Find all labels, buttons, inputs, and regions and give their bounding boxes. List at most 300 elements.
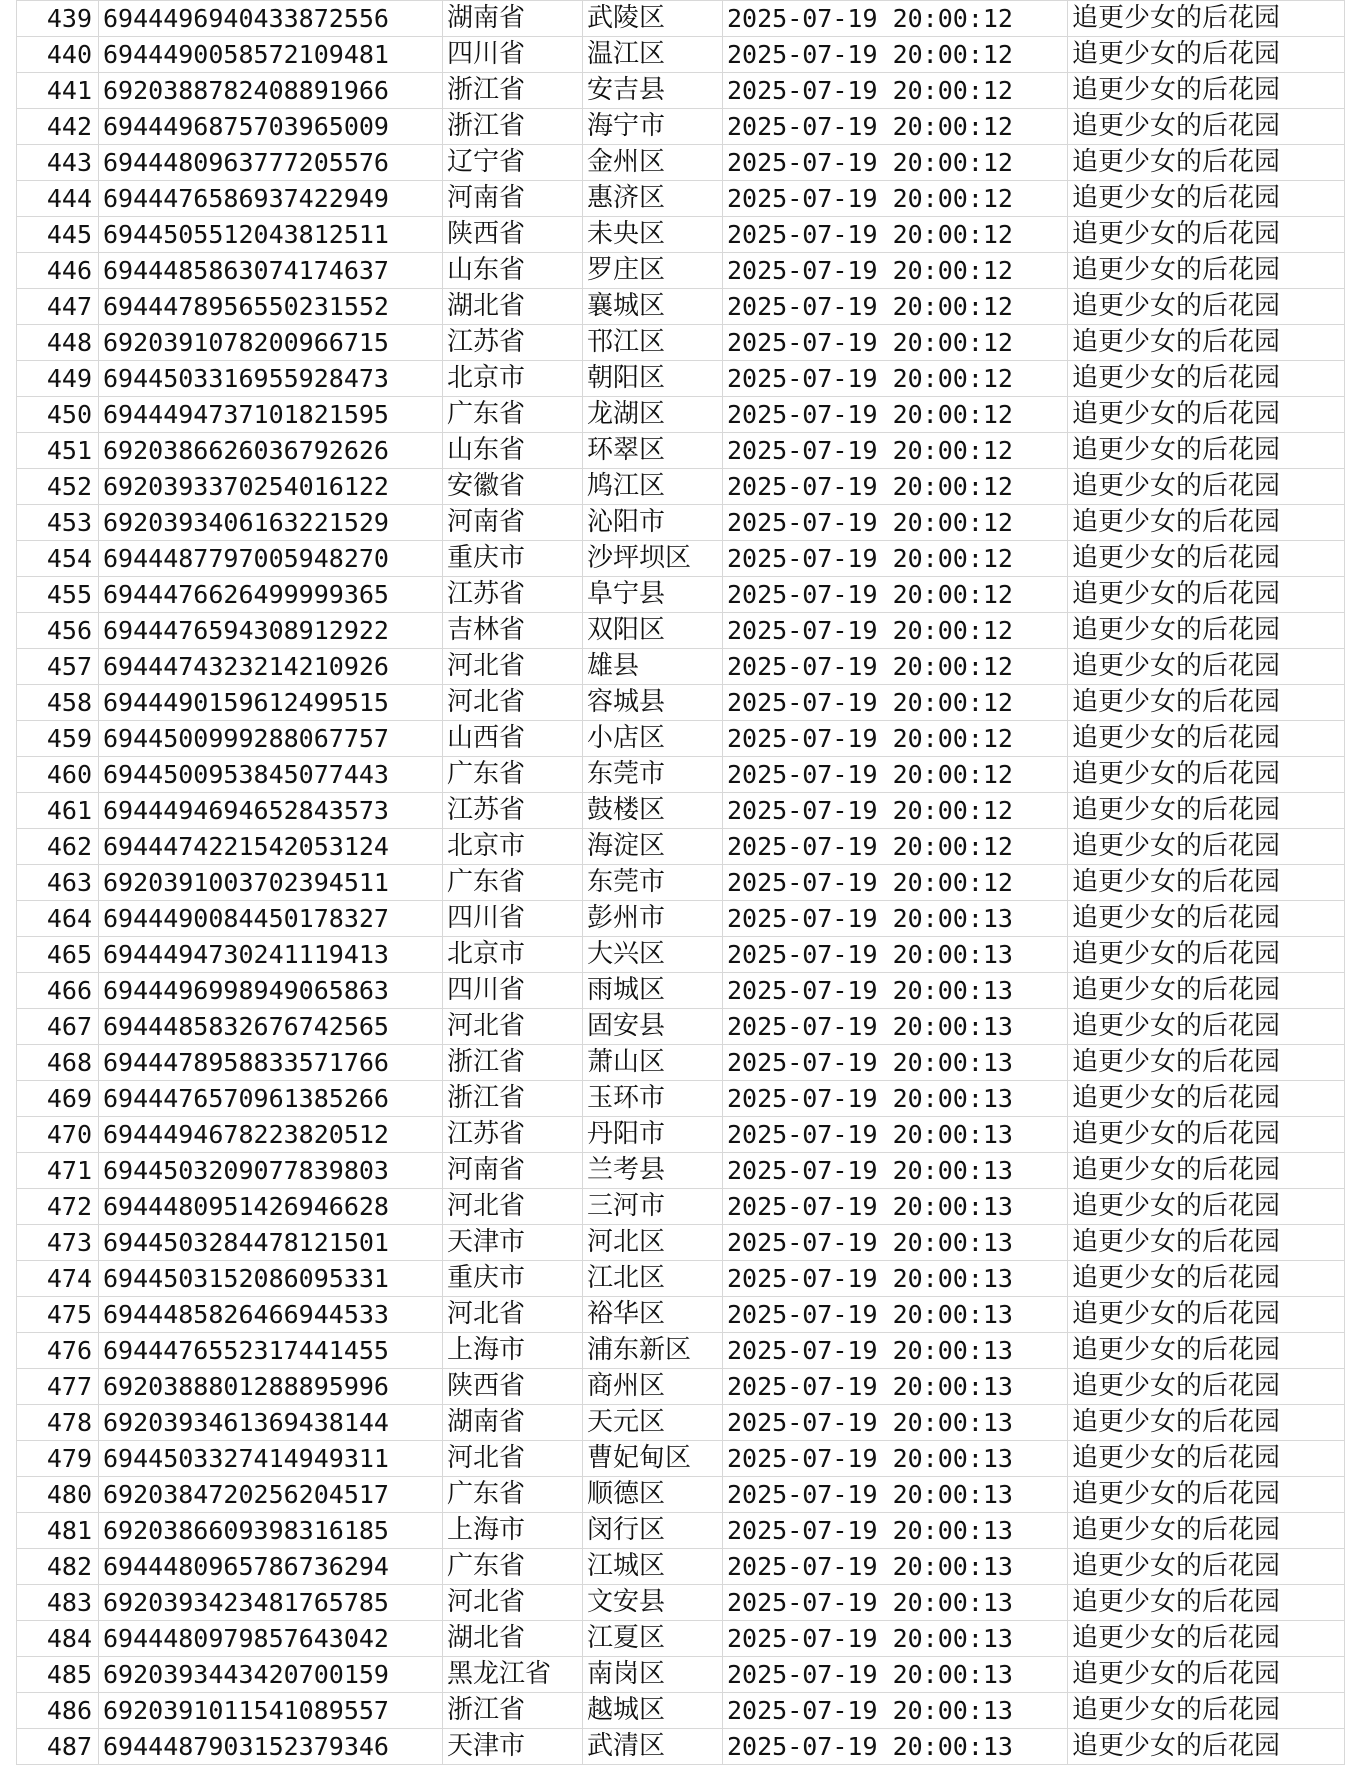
province-cell[interactable]: 江苏省: [443, 1117, 583, 1153]
row-number-cell[interactable]: 461: [17, 793, 99, 829]
shop-name-cell[interactable]: 追更少女的后花园: [1068, 757, 1345, 793]
row-number-cell[interactable]: 482: [17, 1549, 99, 1585]
shop-name-cell[interactable]: 追更少女的后花园: [1068, 577, 1345, 613]
district-cell[interactable]: 海宁市: [583, 109, 723, 145]
order-id-cell[interactable]: 6944485832676742565: [99, 1009, 443, 1045]
timestamp-cell[interactable]: 2025-07-19 20:00:12: [723, 865, 1068, 901]
province-cell[interactable]: 陕西省: [443, 1369, 583, 1405]
district-cell[interactable]: 容城县: [583, 685, 723, 721]
order-id-cell[interactable]: 6944474221542053124: [99, 829, 443, 865]
row-number-cell[interactable]: 477: [17, 1369, 99, 1405]
shop-name-cell[interactable]: 追更少女的后花园: [1068, 793, 1345, 829]
province-cell[interactable]: 黑龙江省: [443, 1657, 583, 1693]
row-number-cell[interactable]: 445: [17, 217, 99, 253]
row-number-cell[interactable]: 487: [17, 1729, 99, 1765]
province-cell[interactable]: 北京市: [443, 937, 583, 973]
timestamp-cell[interactable]: 2025-07-19 20:00:12: [723, 289, 1068, 325]
order-id-cell[interactable]: 6944496998949065863: [99, 973, 443, 1009]
row-number-cell[interactable]: 454: [17, 541, 99, 577]
district-cell[interactable]: 襄城区: [583, 289, 723, 325]
shop-name-cell[interactable]: 追更少女的后花园: [1068, 73, 1345, 109]
timestamp-cell[interactable]: 2025-07-19 20:00:13: [723, 1441, 1068, 1477]
district-cell[interactable]: 龙湖区: [583, 397, 723, 433]
order-id-cell[interactable]: 6944494737101821595: [99, 397, 443, 433]
shop-name-cell[interactable]: 追更少女的后花园: [1068, 1333, 1345, 1369]
row-number-cell[interactable]: 466: [17, 973, 99, 1009]
row-number-cell[interactable]: 439: [17, 1, 99, 37]
row-number-cell[interactable]: 455: [17, 577, 99, 613]
timestamp-cell[interactable]: 2025-07-19 20:00:13: [723, 1693, 1068, 1729]
order-id-cell[interactable]: 6944480951426946628: [99, 1189, 443, 1225]
province-cell[interactable]: 上海市: [443, 1333, 583, 1369]
shop-name-cell[interactable]: 追更少女的后花园: [1068, 865, 1345, 901]
timestamp-cell[interactable]: 2025-07-19 20:00:12: [723, 541, 1068, 577]
district-cell[interactable]: 朝阳区: [583, 361, 723, 397]
district-cell[interactable]: 罗庄区: [583, 253, 723, 289]
shop-name-cell[interactable]: 追更少女的后花园: [1068, 1693, 1345, 1729]
order-id-cell[interactable]: 6920393370254016122: [99, 469, 443, 505]
shop-name-cell[interactable]: 追更少女的后花园: [1068, 1081, 1345, 1117]
district-cell[interactable]: 江夏区: [583, 1621, 723, 1657]
district-cell[interactable]: 彭州市: [583, 901, 723, 937]
row-number-cell[interactable]: 453: [17, 505, 99, 541]
shop-name-cell[interactable]: 追更少女的后花园: [1068, 1585, 1345, 1621]
order-id-cell[interactable]: 6944500999288067757: [99, 721, 443, 757]
province-cell[interactable]: 浙江省: [443, 1081, 583, 1117]
row-number-cell[interactable]: 451: [17, 433, 99, 469]
shop-name-cell[interactable]: 追更少女的后花园: [1068, 1657, 1345, 1693]
timestamp-cell[interactable]: 2025-07-19 20:00:13: [723, 1477, 1068, 1513]
row-number-cell[interactable]: 475: [17, 1297, 99, 1333]
timestamp-cell[interactable]: 2025-07-19 20:00:13: [723, 937, 1068, 973]
order-id-cell[interactable]: 6944480963777205576: [99, 145, 443, 181]
order-id-cell[interactable]: 6920393423481765785: [99, 1585, 443, 1621]
order-id-cell[interactable]: 6944503327414949311: [99, 1441, 443, 1477]
province-cell[interactable]: 湖南省: [443, 1405, 583, 1441]
shop-name-cell[interactable]: 追更少女的后花园: [1068, 1297, 1345, 1333]
order-id-cell[interactable]: 6944503284478121501: [99, 1225, 443, 1261]
timestamp-cell[interactable]: 2025-07-19 20:00:13: [723, 1117, 1068, 1153]
timestamp-cell[interactable]: 2025-07-19 20:00:13: [723, 1297, 1068, 1333]
province-cell[interactable]: 江苏省: [443, 325, 583, 361]
timestamp-cell[interactable]: 2025-07-19 20:00:12: [723, 685, 1068, 721]
row-number-cell[interactable]: 464: [17, 901, 99, 937]
order-id-cell[interactable]: 6920388801288895996: [99, 1369, 443, 1405]
timestamp-cell[interactable]: 2025-07-19 20:00:13: [723, 1585, 1068, 1621]
shop-name-cell[interactable]: 追更少女的后花园: [1068, 1369, 1345, 1405]
district-cell[interactable]: 武清区: [583, 1729, 723, 1765]
shop-name-cell[interactable]: 追更少女的后花园: [1068, 433, 1345, 469]
order-id-cell[interactable]: 6944503316955928473: [99, 361, 443, 397]
district-cell[interactable]: 鼓楼区: [583, 793, 723, 829]
order-id-cell[interactable]: 6944500953845077443: [99, 757, 443, 793]
timestamp-cell[interactable]: 2025-07-19 20:00:12: [723, 181, 1068, 217]
row-number-cell[interactable]: 471: [17, 1153, 99, 1189]
row-number-cell[interactable]: 459: [17, 721, 99, 757]
order-id-cell[interactable]: 6944503152086095331: [99, 1261, 443, 1297]
district-cell[interactable]: 曹妃甸区: [583, 1441, 723, 1477]
row-number-cell[interactable]: 449: [17, 361, 99, 397]
district-cell[interactable]: 温江区: [583, 37, 723, 73]
order-id-cell[interactable]: 6920391078200966715: [99, 325, 443, 361]
shop-name-cell[interactable]: 追更少女的后花园: [1068, 1045, 1345, 1081]
province-cell[interactable]: 四川省: [443, 973, 583, 1009]
timestamp-cell[interactable]: 2025-07-19 20:00:13: [723, 1657, 1068, 1693]
timestamp-cell[interactable]: 2025-07-19 20:00:12: [723, 793, 1068, 829]
province-cell[interactable]: 上海市: [443, 1513, 583, 1549]
row-number-cell[interactable]: 457: [17, 649, 99, 685]
district-cell[interactable]: 惠济区: [583, 181, 723, 217]
order-id-cell[interactable]: 6920393461369438144: [99, 1405, 443, 1441]
province-cell[interactable]: 河北省: [443, 1189, 583, 1225]
timestamp-cell[interactable]: 2025-07-19 20:00:12: [723, 577, 1068, 613]
row-number-cell[interactable]: 448: [17, 325, 99, 361]
row-number-cell[interactable]: 476: [17, 1333, 99, 1369]
order-id-cell[interactable]: 6944505512043812511: [99, 217, 443, 253]
shop-name-cell[interactable]: 追更少女的后花园: [1068, 1189, 1345, 1225]
shop-name-cell[interactable]: 追更少女的后花园: [1068, 613, 1345, 649]
shop-name-cell[interactable]: 追更少女的后花园: [1068, 1, 1345, 37]
district-cell[interactable]: 闵行区: [583, 1513, 723, 1549]
timestamp-cell[interactable]: 2025-07-19 20:00:12: [723, 253, 1068, 289]
order-id-cell[interactable]: 6944485863074174637: [99, 253, 443, 289]
district-cell[interactable]: 玉环市: [583, 1081, 723, 1117]
shop-name-cell[interactable]: 追更少女的后花园: [1068, 217, 1345, 253]
province-cell[interactable]: 北京市: [443, 361, 583, 397]
timestamp-cell[interactable]: 2025-07-19 20:00:12: [723, 649, 1068, 685]
row-number-cell[interactable]: 485: [17, 1657, 99, 1693]
row-number-cell[interactable]: 460: [17, 757, 99, 793]
order-id-cell[interactable]: 6944476594308912922: [99, 613, 443, 649]
district-cell[interactable]: 南岗区: [583, 1657, 723, 1693]
shop-name-cell[interactable]: 追更少女的后花园: [1068, 109, 1345, 145]
timestamp-cell[interactable]: 2025-07-19 20:00:12: [723, 469, 1068, 505]
order-id-cell[interactable]: 6944478958833571766: [99, 1045, 443, 1081]
province-cell[interactable]: 浙江省: [443, 1693, 583, 1729]
district-cell[interactable]: 顺德区: [583, 1477, 723, 1513]
shop-name-cell[interactable]: 追更少女的后花园: [1068, 1405, 1345, 1441]
district-cell[interactable]: 雨城区: [583, 973, 723, 1009]
row-number-cell[interactable]: 463: [17, 865, 99, 901]
province-cell[interactable]: 江苏省: [443, 793, 583, 829]
table-row: [17, 685, 1345, 721]
district-cell[interactable]: 小店区: [583, 721, 723, 757]
province-cell[interactable]: 广东省: [443, 397, 583, 433]
shop-name-cell[interactable]: 追更少女的后花园: [1068, 649, 1345, 685]
district-cell[interactable]: 固安县: [583, 1009, 723, 1045]
row-number-cell[interactable]: 472: [17, 1189, 99, 1225]
row-number-cell[interactable]: 446: [17, 253, 99, 289]
row-number-cell[interactable]: 470: [17, 1117, 99, 1153]
province-cell[interactable]: 山东省: [443, 253, 583, 289]
timestamp-cell[interactable]: 2025-07-19 20:00:12: [723, 1, 1068, 37]
district-cell[interactable]: 商州区: [583, 1369, 723, 1405]
order-id-cell[interactable]: 6944503209077839803: [99, 1153, 443, 1189]
timestamp-cell[interactable]: 2025-07-19 20:00:13: [723, 1621, 1068, 1657]
row-number-cell[interactable]: 481: [17, 1513, 99, 1549]
district-cell[interactable]: 江城区: [583, 1549, 723, 1585]
order-id-cell[interactable]: 6944485826466944533: [99, 1297, 443, 1333]
province-cell[interactable]: 四川省: [443, 901, 583, 937]
province-cell[interactable]: 河北省: [443, 1297, 583, 1333]
province-cell[interactable]: 陕西省: [443, 217, 583, 253]
order-id-cell[interactable]: 6920393406163221529: [99, 505, 443, 541]
shop-name-cell[interactable]: 追更少女的后花园: [1068, 505, 1345, 541]
province-cell[interactable]: 广东省: [443, 865, 583, 901]
district-cell[interactable]: 环翠区: [583, 433, 723, 469]
order-id-cell[interactable]: 6944490058572109481: [99, 37, 443, 73]
province-cell[interactable]: 吉林省: [443, 613, 583, 649]
district-cell[interactable]: 沙坪坝区: [583, 541, 723, 577]
row-number-cell[interactable]: 474: [17, 1261, 99, 1297]
row-number-cell[interactable]: 484: [17, 1621, 99, 1657]
row-number-cell[interactable]: 456: [17, 613, 99, 649]
timestamp-cell[interactable]: 2025-07-19 20:00:13: [723, 973, 1068, 1009]
district-cell[interactable]: 双阳区: [583, 613, 723, 649]
province-cell[interactable]: 广东省: [443, 757, 583, 793]
row-number-cell[interactable]: 469: [17, 1081, 99, 1117]
row-number-cell[interactable]: 458: [17, 685, 99, 721]
shop-name-cell[interactable]: 追更少女的后花园: [1068, 1477, 1345, 1513]
order-id-cell[interactable]: 6944487797005948270: [99, 541, 443, 577]
order-id-cell[interactable]: 6944496940433872556: [99, 1, 443, 37]
shop-name-cell[interactable]: 追更少女的后花园: [1068, 253, 1345, 289]
timestamp-cell[interactable]: 2025-07-19 20:00:13: [723, 1225, 1068, 1261]
province-cell[interactable]: 广东省: [443, 1477, 583, 1513]
row-number-cell[interactable]: 452: [17, 469, 99, 505]
timestamp-cell[interactable]: 2025-07-19 20:00:12: [723, 757, 1068, 793]
province-cell[interactable]: 湖北省: [443, 1621, 583, 1657]
province-cell[interactable]: 河南省: [443, 1153, 583, 1189]
row-number-cell[interactable]: 444: [17, 181, 99, 217]
province-cell[interactable]: 河南省: [443, 181, 583, 217]
row-number-cell[interactable]: 447: [17, 289, 99, 325]
province-cell[interactable]: 江苏省: [443, 577, 583, 613]
order-id-cell[interactable]: 6920386626036792626: [99, 433, 443, 469]
timestamp-cell[interactable]: 2025-07-19 20:00:12: [723, 145, 1068, 181]
order-id-cell[interactable]: 6944476552317441455: [99, 1333, 443, 1369]
shop-name-cell[interactable]: 追更少女的后花园: [1068, 1441, 1345, 1477]
district-cell[interactable]: 裕华区: [583, 1297, 723, 1333]
order-id-cell[interactable]: 6944494730241119413: [99, 937, 443, 973]
district-cell[interactable]: 沁阳市: [583, 505, 723, 541]
shop-name-cell[interactable]: 追更少女的后花园: [1068, 37, 1345, 73]
province-cell[interactable]: 重庆市: [443, 1261, 583, 1297]
province-cell[interactable]: 湖北省: [443, 289, 583, 325]
row-number-cell[interactable]: 450: [17, 397, 99, 433]
shop-name-cell[interactable]: 追更少女的后花园: [1068, 541, 1345, 577]
timestamp-cell[interactable]: 2025-07-19 20:00:12: [723, 829, 1068, 865]
province-cell[interactable]: 河北省: [443, 1585, 583, 1621]
province-cell[interactable]: 湖南省: [443, 1, 583, 37]
shop-name-cell[interactable]: 追更少女的后花园: [1068, 397, 1345, 433]
order-id-cell[interactable]: 6944487903152379346: [99, 1729, 443, 1765]
timestamp-cell[interactable]: 2025-07-19 20:00:12: [723, 361, 1068, 397]
row-number-cell[interactable]: 480: [17, 1477, 99, 1513]
district-cell[interactable]: 文安县: [583, 1585, 723, 1621]
row-number-cell[interactable]: 479: [17, 1441, 99, 1477]
district-cell[interactable]: 未央区: [583, 217, 723, 253]
table-row: [17, 1693, 1345, 1729]
district-cell[interactable]: 安吉县: [583, 73, 723, 109]
timestamp-cell[interactable]: 2025-07-19 20:00:13: [723, 1009, 1068, 1045]
district-cell[interactable]: 天元区: [583, 1405, 723, 1441]
timestamp-cell[interactable]: 2025-07-19 20:00:13: [723, 1081, 1068, 1117]
order-id-cell[interactable]: 6944494694652843573: [99, 793, 443, 829]
shop-name-cell[interactable]: 追更少女的后花园: [1068, 1117, 1345, 1153]
timestamp-cell[interactable]: 2025-07-19 20:00:12: [723, 325, 1068, 361]
order-id-cell[interactable]: 6944494678223820512: [99, 1117, 443, 1153]
timestamp-cell[interactable]: 2025-07-19 20:00:13: [723, 1189, 1068, 1225]
shop-name-cell[interactable]: 追更少女的后花园: [1068, 469, 1345, 505]
timestamp-cell[interactable]: 2025-07-19 20:00:13: [723, 1405, 1068, 1441]
row-number-cell[interactable]: 468: [17, 1045, 99, 1081]
timestamp-cell[interactable]: 2025-07-19 20:00:13: [723, 901, 1068, 937]
order-id-cell[interactable]: 6944490084450178327: [99, 901, 443, 937]
district-cell[interactable]: 雄县: [583, 649, 723, 685]
district-cell[interactable]: 大兴区: [583, 937, 723, 973]
province-cell[interactable]: 山西省: [443, 721, 583, 757]
timestamp-cell[interactable]: 2025-07-19 20:00:13: [723, 1045, 1068, 1081]
shop-name-cell[interactable]: 追更少女的后花园: [1068, 1621, 1345, 1657]
district-cell[interactable]: 阜宁县: [583, 577, 723, 613]
shop-name-cell[interactable]: 追更少女的后花园: [1068, 145, 1345, 181]
timestamp-cell[interactable]: 2025-07-19 20:00:13: [723, 1261, 1068, 1297]
shop-name-cell[interactable]: 追更少女的后花园: [1068, 325, 1345, 361]
shop-name-cell[interactable]: 追更少女的后花园: [1068, 829, 1345, 865]
province-cell[interactable]: 河北省: [443, 1009, 583, 1045]
district-cell[interactable]: 三河市: [583, 1189, 723, 1225]
order-id-cell[interactable]: 6944478956550231552: [99, 289, 443, 325]
table-row: [17, 37, 1345, 73]
district-cell[interactable]: 海淀区: [583, 829, 723, 865]
shop-name-cell[interactable]: 追更少女的后花园: [1068, 361, 1345, 397]
district-cell[interactable]: 东莞市: [583, 865, 723, 901]
order-id-cell[interactable]: 6944476570961385266: [99, 1081, 443, 1117]
timestamp-cell[interactable]: 2025-07-19 20:00:13: [723, 1729, 1068, 1765]
shop-name-cell[interactable]: 追更少女的后花园: [1068, 1153, 1345, 1189]
row-number-cell[interactable]: 442: [17, 109, 99, 145]
timestamp-cell[interactable]: 2025-07-19 20:00:13: [723, 1549, 1068, 1585]
row-number-cell[interactable]: 473: [17, 1225, 99, 1261]
order-id-cell[interactable]: 6920386609398316185: [99, 1513, 443, 1549]
table-row: [17, 721, 1345, 757]
timestamp-cell[interactable]: 2025-07-19 20:00:12: [723, 73, 1068, 109]
district-cell[interactable]: 越城区: [583, 1693, 723, 1729]
shop-name-cell[interactable]: 追更少女的后花园: [1068, 1549, 1345, 1585]
shop-name-cell[interactable]: 追更少女的后花园: [1068, 1225, 1345, 1261]
order-id-cell[interactable]: 6944476626499999365: [99, 577, 443, 613]
district-cell[interactable]: 东莞市: [583, 757, 723, 793]
district-cell[interactable]: 丹阳市: [583, 1117, 723, 1153]
order-id-cell[interactable]: 6920388782408891966: [99, 73, 443, 109]
table-row: [17, 1729, 1345, 1765]
shop-name-cell[interactable]: 追更少女的后花园: [1068, 1261, 1345, 1297]
shop-name-cell[interactable]: 追更少女的后花园: [1068, 685, 1345, 721]
province-cell[interactable]: 河南省: [443, 505, 583, 541]
row-number-cell[interactable]: 467: [17, 1009, 99, 1045]
shop-name-cell[interactable]: 追更少女的后花园: [1068, 1729, 1345, 1765]
timestamp-cell[interactable]: 2025-07-19 20:00:12: [723, 109, 1068, 145]
province-cell[interactable]: 河北省: [443, 649, 583, 685]
shop-name-cell[interactable]: 追更少女的后花园: [1068, 289, 1345, 325]
order-id-cell[interactable]: 6944496875703965009: [99, 109, 443, 145]
timestamp-cell[interactable]: 2025-07-19 20:00:12: [723, 721, 1068, 757]
order-id-cell[interactable]: 6920393443420700159: [99, 1657, 443, 1693]
shop-name-cell[interactable]: 追更少女的后花园: [1068, 973, 1345, 1009]
timestamp-cell[interactable]: 2025-07-19 20:00:12: [723, 37, 1068, 73]
district-cell[interactable]: 武陵区: [583, 1, 723, 37]
shop-name-cell[interactable]: 追更少女的后花园: [1068, 1009, 1345, 1045]
district-cell[interactable]: 河北区: [583, 1225, 723, 1261]
province-cell[interactable]: 山东省: [443, 433, 583, 469]
row-number-cell[interactable]: 465: [17, 937, 99, 973]
timestamp-cell[interactable]: 2025-07-19 20:00:12: [723, 613, 1068, 649]
timestamp-cell[interactable]: 2025-07-19 20:00:13: [723, 1369, 1068, 1405]
province-cell[interactable]: 天津市: [443, 1225, 583, 1261]
order-id-cell[interactable]: 6920391011541089557: [99, 1693, 443, 1729]
row-number-cell[interactable]: 483: [17, 1585, 99, 1621]
province-cell[interactable]: 辽宁省: [443, 145, 583, 181]
order-table-body: [17, 1, 1345, 1765]
timestamp-cell[interactable]: 2025-07-19 20:00:12: [723, 397, 1068, 433]
row-number-cell[interactable]: 443: [17, 145, 99, 181]
shop-name-cell[interactable]: 追更少女的后花园: [1068, 721, 1345, 757]
timestamp-cell[interactable]: 2025-07-19 20:00:12: [723, 505, 1068, 541]
row-number-cell[interactable]: 441: [17, 73, 99, 109]
timestamp-cell[interactable]: 2025-07-19 20:00:12: [723, 217, 1068, 253]
order-id-cell[interactable]: 6920384720256204517: [99, 1477, 443, 1513]
shop-name-cell[interactable]: 追更少女的后花园: [1068, 181, 1345, 217]
order-id-cell[interactable]: 6944476586937422949: [99, 181, 443, 217]
district-cell[interactable]: 江北区: [583, 1261, 723, 1297]
order-id-cell[interactable]: 6920391003702394511: [99, 865, 443, 901]
shop-name-cell[interactable]: 追更少女的后花园: [1068, 1513, 1345, 1549]
district-cell[interactable]: 鸠江区: [583, 469, 723, 505]
province-cell[interactable]: 北京市: [443, 829, 583, 865]
province-cell[interactable]: 安徽省: [443, 469, 583, 505]
province-cell[interactable]: 重庆市: [443, 541, 583, 577]
province-cell[interactable]: 天津市: [443, 1729, 583, 1765]
province-cell[interactable]: 浙江省: [443, 73, 583, 109]
shop-name-cell[interactable]: 追更少女的后花园: [1068, 901, 1345, 937]
province-cell[interactable]: 河北省: [443, 685, 583, 721]
province-cell[interactable]: 浙江省: [443, 109, 583, 145]
timestamp-cell[interactable]: 2025-07-19 20:00:13: [723, 1513, 1068, 1549]
row-number-cell[interactable]: 478: [17, 1405, 99, 1441]
order-id-cell[interactable]: 6944474323214210926: [99, 649, 443, 685]
district-cell[interactable]: 兰考县: [583, 1153, 723, 1189]
province-cell[interactable]: 河北省: [443, 1441, 583, 1477]
timestamp-cell[interactable]: 2025-07-19 20:00:13: [723, 1153, 1068, 1189]
timestamp-cell[interactable]: 2025-07-19 20:00:12: [723, 433, 1068, 469]
row-number-cell[interactable]: 486: [17, 1693, 99, 1729]
row-number-cell[interactable]: 440: [17, 37, 99, 73]
district-cell[interactable]: 金州区: [583, 145, 723, 181]
province-cell[interactable]: 四川省: [443, 37, 583, 73]
district-cell[interactable]: 浦东新区: [583, 1333, 723, 1369]
timestamp-cell[interactable]: 2025-07-19 20:00:13: [723, 1333, 1068, 1369]
province-cell[interactable]: 广东省: [443, 1549, 583, 1585]
row-number-cell[interactable]: 462: [17, 829, 99, 865]
shop-name-cell[interactable]: 追更少女的后花园: [1068, 937, 1345, 973]
order-id-cell[interactable]: 6944490159612499515: [99, 685, 443, 721]
district-cell[interactable]: 邗江区: [583, 325, 723, 361]
district-cell[interactable]: 萧山区: [583, 1045, 723, 1081]
province-cell[interactable]: 浙江省: [443, 1045, 583, 1081]
order-id-cell[interactable]: 6944480965786736294: [99, 1549, 443, 1585]
order-id-cell[interactable]: 6944480979857643042: [99, 1621, 443, 1657]
